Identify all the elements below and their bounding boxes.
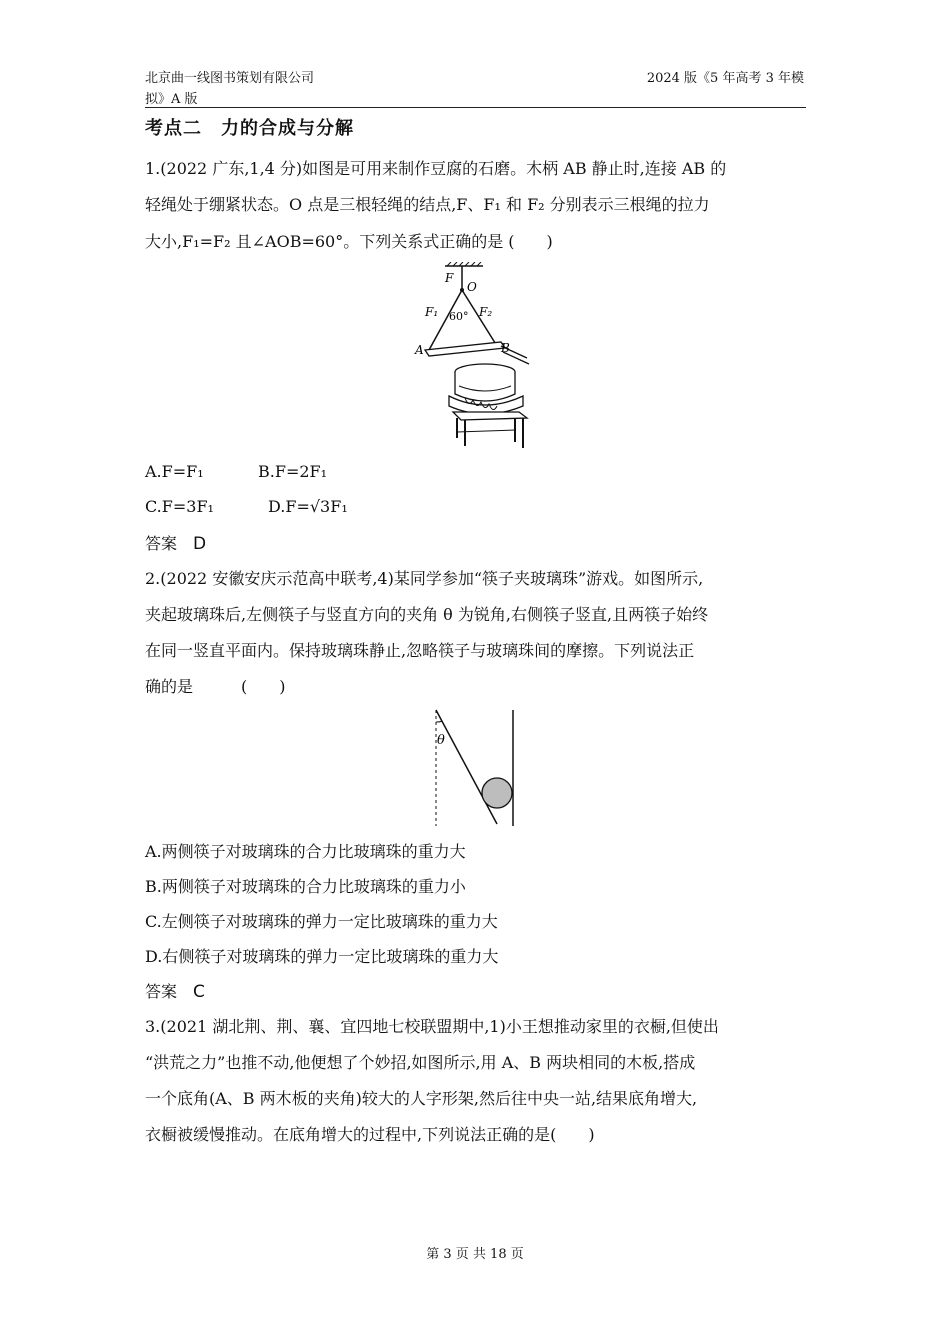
q1-option-d: D.F=√3F₁ bbox=[268, 497, 348, 516]
q1-figure-stone-mill bbox=[405, 262, 545, 452]
q2-option-a: A.两侧筷子对玻璃珠的合力比玻璃珠的重力大 bbox=[145, 842, 466, 861]
fig-label-F1: F₁ bbox=[425, 305, 439, 319]
q2-line2: 夹起玻璃珠后,左侧筷子与竖直方向的夹角 θ 为锐角,右侧筷子竖直,且两筷子始终 bbox=[145, 605, 709, 624]
header-divider bbox=[145, 107, 806, 108]
q2-option-b: B.两侧筷子对玻璃珠的合力比玻璃珠的重力小 bbox=[145, 877, 466, 896]
q2-line4: 确的是 ( ) bbox=[145, 677, 286, 696]
q2-option-d: D.右侧筷子对玻璃珠的弹力一定比玻璃珠的重力大 bbox=[145, 947, 499, 966]
header-left-line2: 拟》A 版 bbox=[145, 92, 198, 107]
fig-label-A: A bbox=[415, 343, 424, 357]
q1-option-c: C.F=3F₁ bbox=[145, 497, 214, 516]
q2-line1: 2.(2022 安徽安庆示范高中联考,4)某同学参加“筷子夹玻璃珠”游戏。如图所示, bbox=[145, 569, 704, 588]
section-title: 考点二 力的合成与分解 bbox=[145, 118, 354, 139]
header-book-title: 2024 版《5 年高考 3 年模 bbox=[646, 71, 804, 86]
q1-option-b: B.F=2F₁ bbox=[258, 462, 328, 481]
q3-line1: 3.(2021 湖北荆、荆、襄、宜四地七校联盟期中,1)小王想推动家里的衣橱,但使出 bbox=[145, 1017, 719, 1036]
q3-line4: 衣橱被缓慢推动。在底角增大的过程中,下列说法正确的是( ) bbox=[145, 1125, 595, 1144]
answer-value: D bbox=[193, 534, 207, 554]
q2-figure-chopsticks bbox=[425, 706, 525, 828]
q1-line3: 大小,F₁=F₂ 且∠AOB=60°。下列关系式正确的是 ( ) bbox=[145, 232, 553, 251]
answer-value: C bbox=[193, 982, 205, 1002]
header-publisher bbox=[145, 68, 375, 110]
q1-answer bbox=[145, 531, 206, 554]
answer-label: 答案 bbox=[145, 982, 178, 1001]
q3-line3: 一个底角(A、B 两木板的夹角)较大的人字形架,然后往中央一站,结果底角增大, bbox=[145, 1089, 698, 1108]
page-footer: 第 3 页 共 18 页 bbox=[426, 1247, 524, 1262]
q1-line2: 轻绳处于绷紧状态。O 点是三根轻绳的结点,F、F₁ 和 F₂ 分别表示三根绳的拉力 bbox=[145, 195, 710, 214]
q3-line2: “洪荒之力”也推不动,他便想了个妙招,如图所示,用 A、B 两块相同的木板,搭成 bbox=[145, 1053, 696, 1072]
fig-label-O: O bbox=[467, 280, 477, 294]
q2-line3: 在同一竖直平面内。保持玻璃珠静止,忽略筷子与玻璃珠间的摩擦。下列说法正 bbox=[145, 641, 695, 660]
q1-option-a: A.F=F₁ bbox=[145, 462, 204, 481]
q2-answer bbox=[145, 979, 205, 1002]
fig-label-F: F bbox=[445, 271, 454, 285]
q1-line1: 1.(2022 广东,1,4 分)如图是可用来制作豆腐的石磨。木柄 AB 静止时,连接 AB 的 bbox=[145, 159, 727, 178]
answer-label: 答案 bbox=[145, 534, 178, 553]
fig-label-F2: F₂ bbox=[479, 305, 493, 319]
fig-label-angle: 60° bbox=[449, 310, 469, 323]
q2-option-c: C.左侧筷子对玻璃珠的弹力一定比玻璃珠的重力大 bbox=[145, 912, 498, 931]
fig-label-B: B bbox=[501, 341, 510, 355]
fig-label-theta: θ bbox=[437, 733, 445, 748]
header-left-line1: 北京曲一线图书策划有限公司 bbox=[145, 71, 315, 86]
